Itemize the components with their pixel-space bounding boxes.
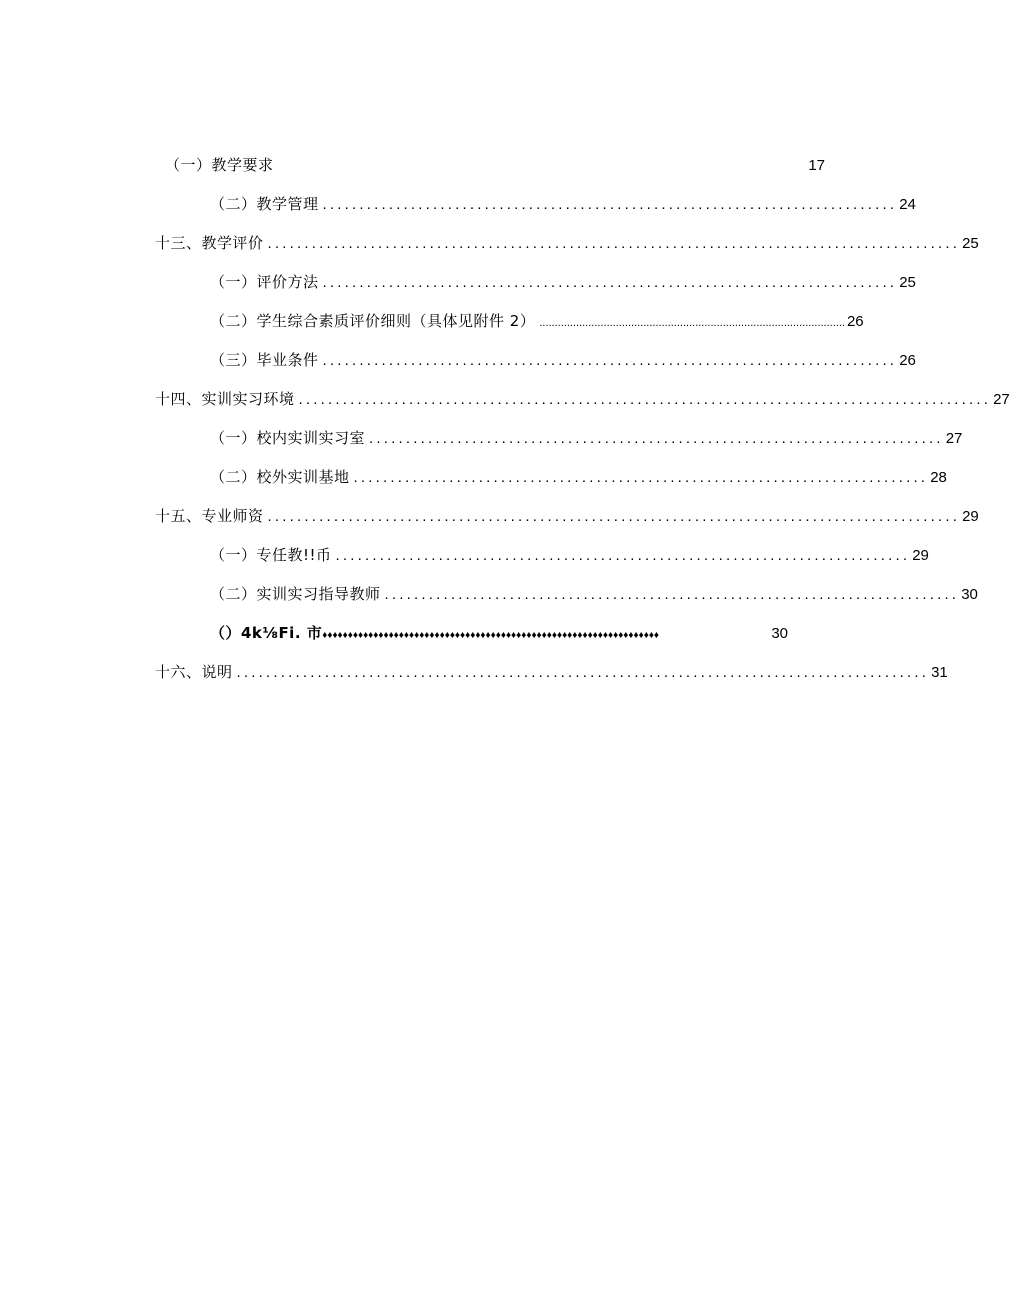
toc-entry-page: 17 (808, 157, 825, 174)
toc-entry[interactable] (210, 621, 788, 645)
toc-entry-label: 十五、专业师资 (155, 507, 264, 525)
toc-entry[interactable] (155, 660, 948, 684)
toc-entry-label: （二）教学管理 (210, 195, 319, 213)
toc-leader-dots: .................................................................................................... (539, 317, 845, 329)
toc-entry-label: （）4k⅛Fi. 市 (210, 624, 323, 642)
toc-entry-page: 27 (993, 391, 1010, 408)
toc-entry-page: 30 (961, 586, 978, 603)
toc-entry-label: （二）校外实训基地 (210, 468, 350, 486)
toc-leader-dots: .............................................................................................. (267, 235, 961, 252)
toc-entry-page: 28 (930, 469, 947, 486)
toc-leader-diamonds: ♦♦♦♦♦♦♦♦♦♦♦♦♦♦♦♦♦♦♦♦♦♦♦♦♦♦♦♦♦♦♦♦♦♦♦♦♦♦♦♦♦♦♦♦♦♦♦♦♦♦♦♦♦♦♦♦♦♦♦♦♦♦♦♦♦♦ (322, 630, 660, 641)
toc-entry-page: 29 (962, 508, 979, 525)
toc-leader-dots: .............................................................................. (322, 196, 898, 213)
toc-entry[interactable] (210, 543, 929, 567)
toc-entry[interactable] (155, 387, 1010, 411)
toc-entry[interactable] (210, 192, 916, 216)
toc-leader-dots: .............................................................................. (384, 586, 960, 603)
toc-entry-page: 26 (899, 352, 916, 369)
toc-leader-dots: .............................................................................. (322, 274, 898, 291)
toc-leader-dots: .............................................................................. (335, 547, 911, 564)
toc-entry-label: （一）专任教!!币 (210, 546, 332, 564)
toc-leader-dots: .............................................................................................. (267, 508, 961, 525)
toc-entry[interactable] (210, 270, 916, 294)
toc-entry-page: 31 (931, 664, 948, 681)
toc-entry-page: 26 (846, 313, 864, 330)
toc-leader-dots: .............................................................................................. (236, 664, 930, 681)
toc-entry[interactable] (210, 582, 978, 606)
toc-entry-label: 十四、实训实习环境 (155, 390, 295, 408)
toc-entry[interactable] (210, 465, 947, 489)
toc-entry[interactable] (155, 504, 979, 528)
toc-entry-page: 29 (912, 547, 929, 564)
toc-entry-page: 24 (899, 196, 916, 213)
toc-entry-label: 十六、说明 (155, 663, 233, 681)
toc-entry-page: 25 (962, 235, 979, 252)
toc-entry[interactable] (210, 309, 864, 333)
toc-entry[interactable] (165, 153, 825, 177)
toc-leader-dots: .............................................................................. (369, 430, 944, 447)
toc-entry[interactable] (155, 231, 979, 255)
toc-entry-label: （一）教学要求 (165, 156, 274, 174)
toc-entry-label: （一）评价方法 (210, 273, 319, 291)
toc-entry[interactable] (210, 426, 963, 450)
toc-entry-label: 十三、教学评价 (155, 234, 264, 252)
toc-entry-label: （二）学生综合素质评价细则（具体见附件 2） (210, 312, 536, 330)
toc-entry-page: 25 (899, 274, 916, 291)
toc-leader-dots: .............................................................................................. (298, 391, 992, 408)
toc-leader-dots: .............................................................................. (322, 352, 898, 369)
toc-entry-page: 30 (771, 625, 788, 642)
toc-entry[interactable] (210, 348, 916, 372)
toc-leader-dots: .............................................................................. (353, 469, 929, 486)
toc-entry-label: （三）毕业条件 (210, 351, 319, 369)
toc-entry-label: （一）校内实训实习室 (210, 429, 366, 447)
toc-entry-label: （二）实训实习指导教师 (210, 585, 381, 603)
toc-entry-page: 27 (945, 430, 963, 447)
